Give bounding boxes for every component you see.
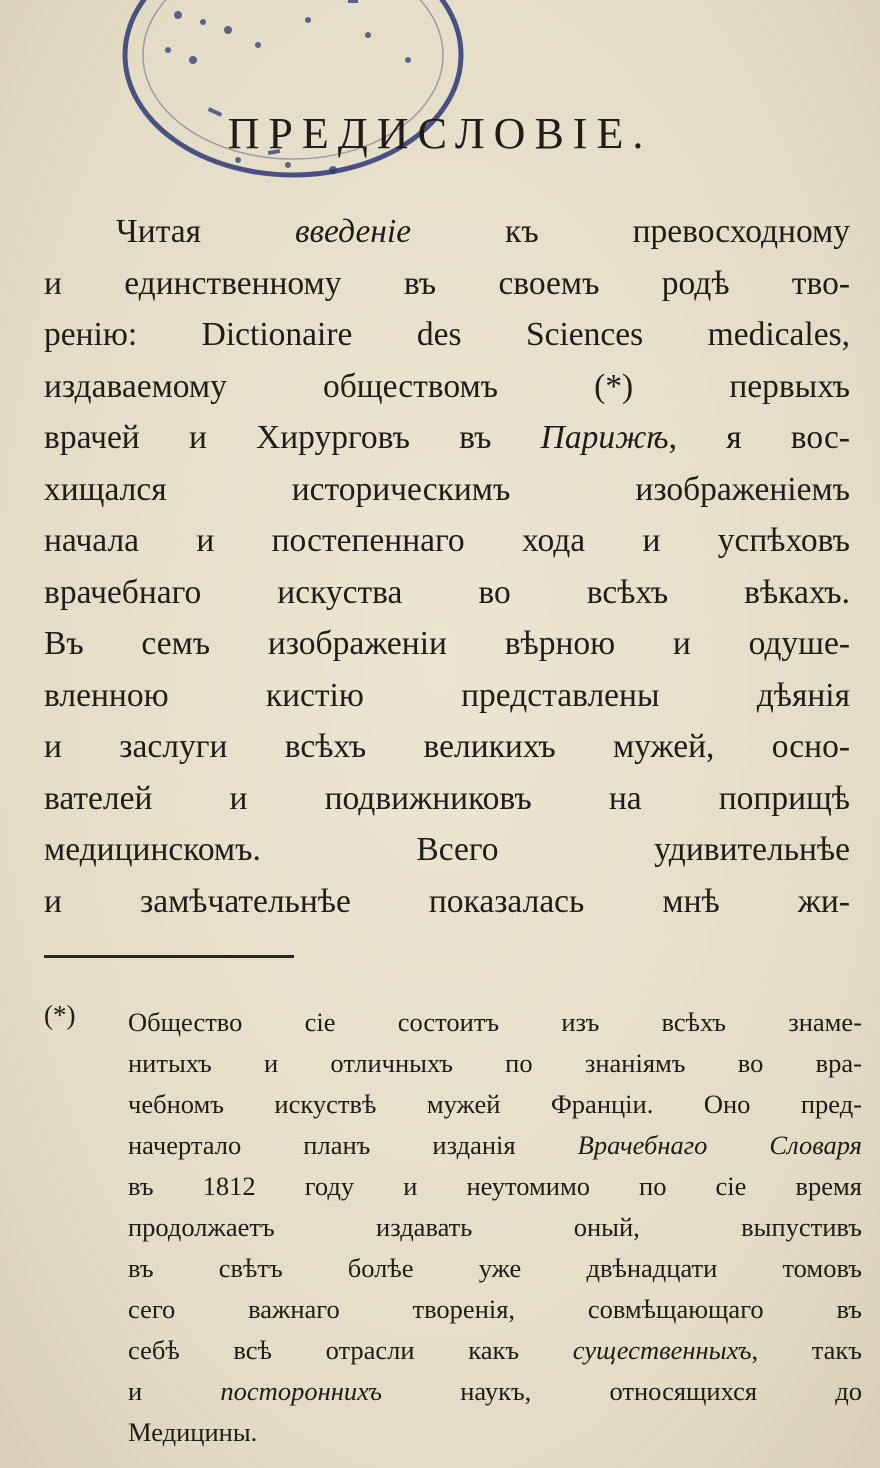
footnote-line: сего важнаго творенія, совмѣщающаго въ — [128, 1294, 862, 1324]
footnote-line: начертало планъ изданія Врачебнаго Словаря — [128, 1130, 862, 1160]
footnote-line: Медицины. — [128, 1417, 258, 1447]
footnote-text — [128, 1002, 862, 1453]
footnote-line: въ свѣтъ болѣе уже двѣнадцати томовъ — [128, 1253, 862, 1283]
footnote-line: и постороннихъ наукъ, относящихся до — [128, 1376, 863, 1406]
text-line: вленною кистію представлены дѣянія — [44, 676, 850, 714]
footnote-line: Общество сіе состоитъ изъ всѣхъ знаме- — [128, 1007, 862, 1037]
text-line: медицинскомъ. Всего удивительнѣе — [44, 831, 850, 868]
footnote-line: нитыхъ и отличныхъ по знаніямъ во вра- — [128, 1048, 862, 1078]
footnote-line: чебномъ искуствѣ мужей Франціи. Оно пред- — [128, 1089, 862, 1119]
footnote-rule — [44, 955, 294, 958]
main-text — [44, 206, 850, 927]
footnote-line: въ 1812 году и неутомимо по сіе время — [128, 1171, 862, 1201]
text-line: и замѣчательнѣе показалась мнѣ жи- — [44, 882, 850, 920]
text-line: издаваемому обществомъ (*) первыхъ — [44, 367, 850, 405]
page-title: ПРЕДИСЛОВІЕ. — [227, 109, 653, 158]
text-line: Въ семъ изображеніи вѣрною и одуше- — [44, 625, 850, 662]
footnote-line: продолжаетъ издавать оный, выпустивъ — [128, 1212, 862, 1242]
text-line: врачей и Хирурговъ въ Парижѣ, я вос- — [44, 419, 851, 456]
text-line: Читая введеніе къ превосходному — [116, 213, 851, 250]
text-line: и заслуги всѣхъ великихъ мужей, осно- — [44, 728, 850, 765]
footnote-marker: (*) — [44, 1000, 76, 1030]
text-line: хищался историческимъ изображеніемъ — [44, 470, 850, 508]
text-line: вателей и подвижниковъ на поприщѣ — [44, 779, 850, 817]
text-line: и единственному въ своемъ родѣ тво- — [44, 264, 850, 302]
footnote-line: себѣ всѣ отрасли какъ существенныхъ, такъ — [128, 1335, 863, 1365]
text-line: ренію: Dictionaire des Sciences medicales, — [44, 316, 850, 353]
text-line: врачебнаго искуства во всѣхъ вѣкахъ. — [44, 573, 850, 611]
text-line: начала и постепеннаго хода и успѣховъ — [44, 522, 850, 559]
